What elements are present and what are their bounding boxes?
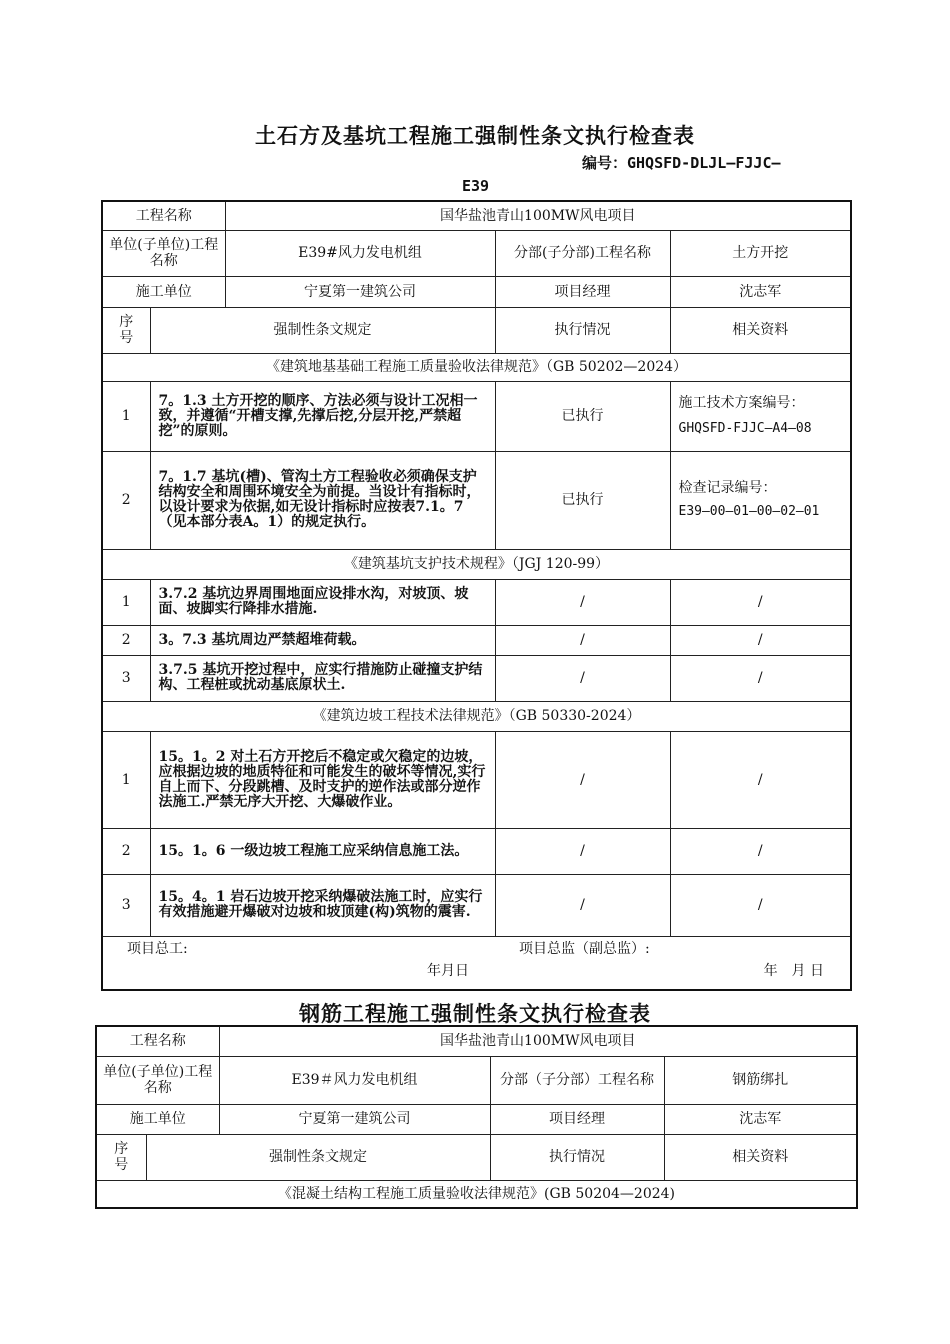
exec-status: / (495, 625, 670, 655)
form2-table (95, 1025, 858, 1209)
pm-label: 项目经理 (490, 1104, 664, 1134)
exec-status: / (495, 874, 670, 936)
supervisor-sign (495, 936, 851, 990)
contractor-label: 施工单位 (102, 276, 225, 307)
col-docs-header: 相关资料 (670, 307, 851, 353)
unit-label: 单位(子单位)工程名称 (102, 230, 225, 276)
related-docs: / (670, 874, 851, 936)
pm: 沈志军 (670, 276, 851, 307)
division-label: 分部（子分部）工程名称 (490, 1056, 664, 1104)
form2-title: 钢筋工程施工强制性条文执行检查表 (299, 1001, 651, 1026)
unit-value: E39#风力发电机组 (225, 230, 495, 276)
chief-engineer-label: 项目总工: (127, 940, 188, 957)
chief-engineer-sign (102, 936, 495, 990)
related-docs: / (670, 828, 851, 874)
related-docs: / (670, 655, 851, 701)
row-seq: 1 (102, 579, 150, 625)
division-value: 钢筋绑扎 (664, 1056, 857, 1104)
col-seq-header: 序号 (96, 1134, 146, 1180)
doc-number-value: GHQSFD-FJJC—A4—08 (678, 421, 812, 436)
contractor-label: 施工单位 (96, 1104, 219, 1134)
chief-engineer-date: 年月日 (427, 962, 469, 979)
doc-number: 编号：GHQSFD-DLJL—FJJC— (582, 154, 781, 172)
clause-text: 15。1。2 对土石方开挖后不稳定或欠稳定的边坡，应根据边坡的地质特征和可能发生的破坏等情况,实行自上而下、分段跳槽、及时支护的逆作法或部分逆作法施工.严禁无序大开挖、大爆破作业。 (150, 731, 495, 828)
col-seq-header: 序号 (102, 307, 150, 353)
clause-text: 3.7.5 基坑开挖过程中，应实行措施防止碰撞支护结构、工程桩或扰动基底原状土. (150, 655, 495, 701)
project-name: 国华盐池青山100MW风电项目 (219, 1026, 857, 1056)
supervisor-label: 项目总监（副总监）: (519, 940, 650, 957)
division-value: 土方开挖 (670, 230, 851, 276)
col-clause-header: 强制性条文规定 (146, 1134, 490, 1180)
row-seq: 2 (102, 451, 150, 549)
clause-text: 3.7.2 基坑边界周围地面应设排水沟，对坡顶、坡面、坡脚实行降排水措施. (150, 579, 495, 625)
clause-text: 15。1。6 一级边坡工程施工应采纳信息施工法。 (150, 828, 495, 874)
exec-status: 已执行 (495, 451, 670, 549)
clause-text: 7。1.3 土方开挖的顺序、方法必须与设计工况相一致，并遵循“开槽支撑,先撑后挖,分层开挖,严禁超挖”的原则。 (150, 381, 495, 451)
clause-text: 7。1.7 基坑(槽)、管沟土方工程验收必须确保支护结构安全和周围环境安全为前提。当设计有指标时，以设计要求为依据,如无设计指标时应按表7.1。7（见本部分表A。1）的规定执行。 (150, 451, 495, 549)
related-docs: / (670, 579, 851, 625)
project-name-label: 工程名称 (96, 1026, 219, 1056)
clause-text: 3。7.3 基坑周边严禁超堆荷载。 (150, 625, 495, 655)
row-seq: 3 (102, 655, 150, 701)
unit-label: 单位(子单位)工程名称 (96, 1056, 219, 1104)
exec-status: / (495, 655, 670, 701)
contractor: 宁夏第一建筑公司 (225, 276, 495, 307)
division-label: 分部(子分部)工程名称 (495, 230, 670, 276)
unit-value: E39＃风力发电机组 (219, 1056, 490, 1104)
doc-label: 检查记录编号： (678, 480, 777, 496)
related-docs: / (670, 625, 851, 655)
contractor: 宁夏第一建筑公司 (219, 1104, 490, 1134)
exec-status: / (495, 828, 670, 874)
related-docs (670, 451, 851, 549)
doc-label: 施工技术方案编号： (678, 395, 805, 411)
form1-table (101, 200, 852, 991)
col-exec-header: 执行情况 (495, 307, 670, 353)
standard-row: 《建筑基坑支护技术规程》（JGJ 120-99） (102, 549, 851, 579)
col-clause-header: 强制性条文规定 (150, 307, 495, 353)
exec-status: / (495, 731, 670, 828)
project-name: 国华盐池青山100MW风电项目 (225, 201, 851, 230)
exec-status: / (495, 579, 670, 625)
pm: 沈志军 (664, 1104, 857, 1134)
supervisor-date: 年 月 日 (763, 962, 825, 979)
row-seq: 2 (102, 828, 150, 874)
row-seq: 2 (102, 625, 150, 655)
standard-row: 《建筑地基基础工程施工质量验收法律规范》（GB 50202—2024） (102, 353, 851, 381)
related-docs: / (670, 731, 851, 828)
doc-number-cont: E39 (462, 177, 490, 195)
pm-label: 项目经理 (495, 276, 670, 307)
standard-row: 《建筑边坡工程技术法律规范》（GB 50330-2024） (102, 701, 851, 731)
standard-row: 《混凝土结构工程施工质量验收法律规范》(GB 50204—2024) (96, 1180, 857, 1208)
exec-status: 已执行 (495, 381, 670, 451)
col-docs-header: 相关资料 (664, 1134, 857, 1180)
related-docs (670, 381, 851, 451)
clause-text: 15。4。1 岩石边坡开挖采纳爆破法施工时，应实行有效措施避开爆破对边坡和坡顶建(构)筑物的震害. (150, 874, 495, 936)
doc-number-value: E39—00—01—00—02—01 (678, 504, 820, 519)
form1-title: 土石方及基坑工程施工强制性条文执行检查表 (255, 123, 695, 148)
project-name-label: 工程名称 (102, 201, 225, 230)
row-seq: 3 (102, 874, 150, 936)
col-exec-header: 执行情况 (490, 1134, 664, 1180)
row-seq: 1 (102, 731, 150, 828)
row-seq: 1 (102, 381, 150, 451)
